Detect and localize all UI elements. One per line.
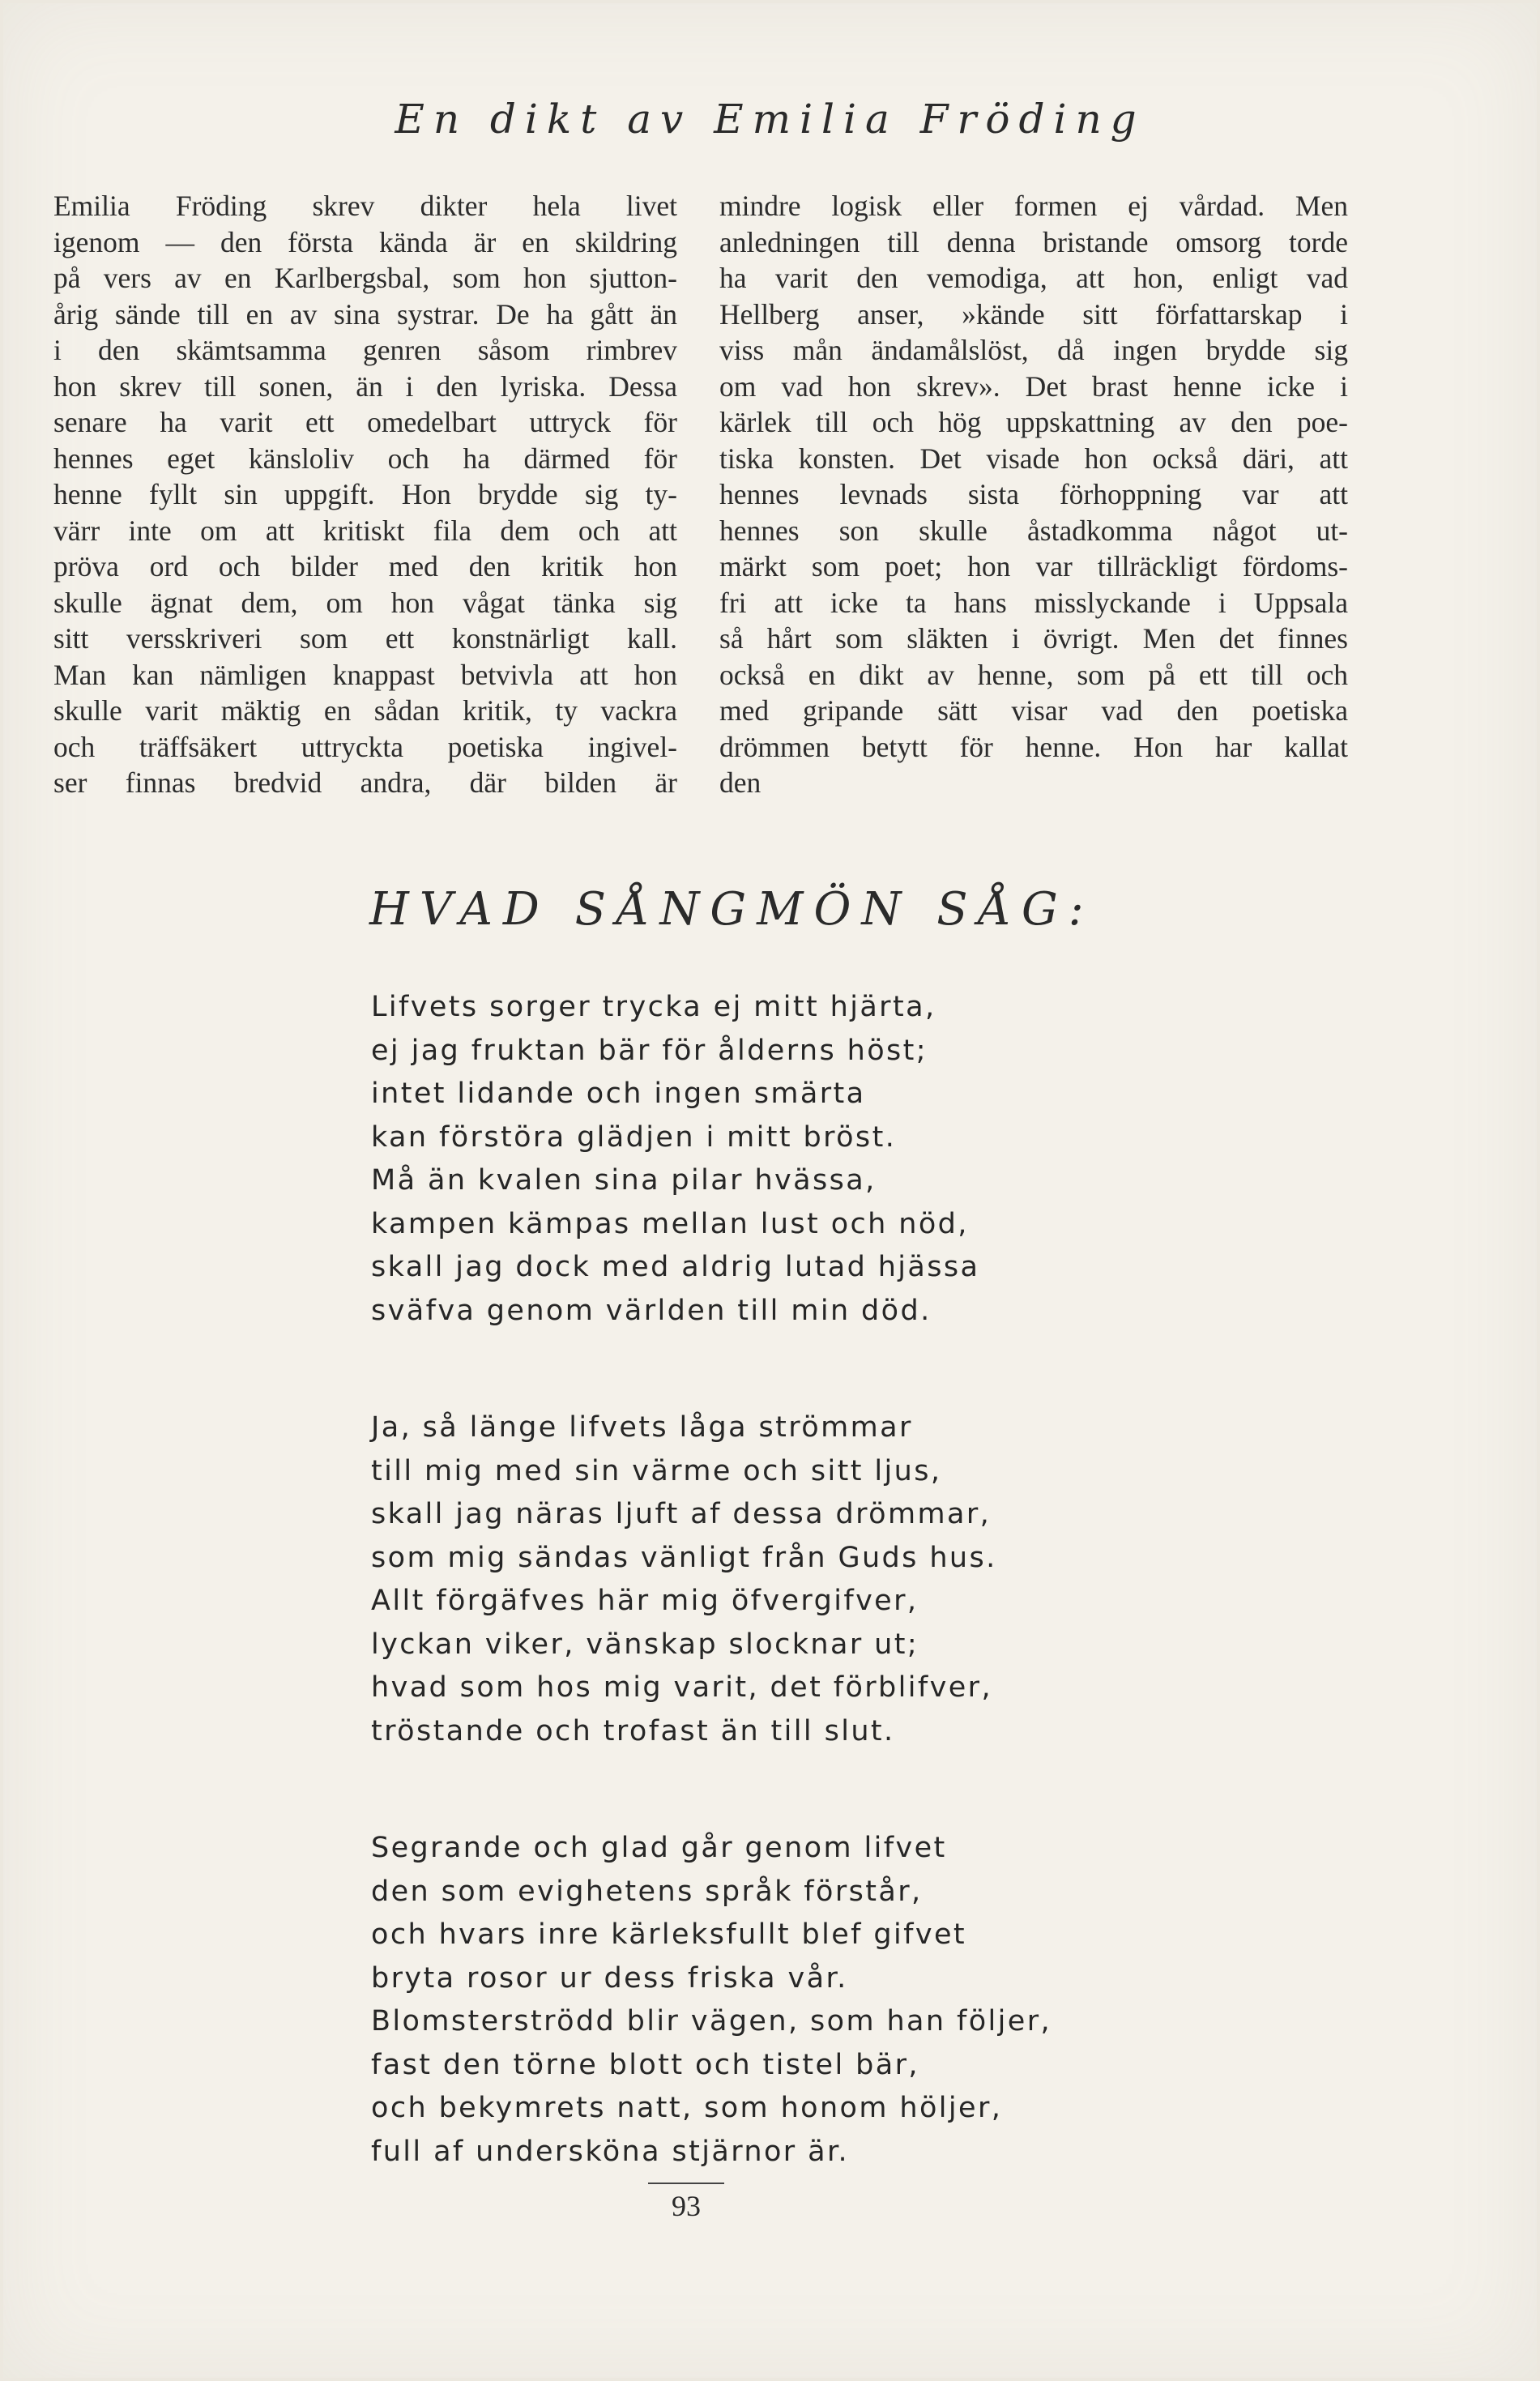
text-line: också en dikt av henne, som på ett till och	[719, 658, 1348, 691]
poem-stanza-2	[371, 1406, 1100, 1753]
text-line: ha varit den vemodiga, att hon, enligt vad	[719, 262, 1348, 294]
verse-line: tröstande och trofast än till slut.	[371, 1714, 895, 1747]
verse-line: fast den törne blott och tistel bär,	[371, 2048, 919, 2081]
text-line: fri att icke ta hans misslyckande i Uppsala	[719, 586, 1348, 619]
verse-line: bryta rosor ur dess friska vår.	[371, 1961, 848, 1995]
verse-line: som mig sändas vänligt från Guds hus.	[371, 1541, 997, 1574]
verse-line: hvad som hos mig varit, det förblifver,	[371, 1671, 992, 1704]
verse-line: ej jag fruktan bär för ålderns höst;	[371, 1034, 928, 1067]
text-line: skulle ägnat dem, om hon vågat tänka sig	[53, 586, 677, 619]
verse-line: Må än kvalen sina pilar hvässa,	[371, 1164, 877, 1197]
text-line: skulle varit mäktig en sådan kritik, ty vackra	[53, 694, 677, 727]
article-column-right	[719, 188, 1348, 801]
text-line: hennes levnads sista förhoppning var att	[719, 478, 1348, 510]
text-line: och träffsäkert uttryckta poetiska ingivel-	[53, 730, 677, 763]
verse-line: lyckan viker, vänskap slocknar ut;	[371, 1628, 919, 1661]
text-line: anledningen till denna bristande omsorg torde	[719, 225, 1348, 258]
verse-line: Allt förgäfves här mig öfvergifver,	[371, 1585, 919, 1617]
text-line: pröva ord och bilder med den kritik hon	[53, 550, 677, 582]
verse-line: skall jag dock med aldrig lutad hjässa	[371, 1251, 980, 1283]
text-line: senare ha varit ett omedelbart uttryck för	[53, 406, 677, 438]
text-line: henne fyllt sin uppgift. Hon brydde sig ty-	[53, 478, 677, 510]
poem-title: HVAD SÅNGMÖN SÅG:	[369, 883, 1094, 936]
text-line: hon skrev till sonen, än i den lyriska. Dessa	[53, 369, 677, 403]
text-line: kärlek till och hög uppskattning av den poe-	[719, 406, 1348, 438]
text-line: i den skämtsamma genren såsom rimbrev	[53, 334, 677, 366]
text-line: Hellberg anser, »kände sitt författarskap i	[719, 297, 1348, 331]
verse-line: och bekymrets natt, som honom höljer,	[371, 2092, 1003, 2124]
text-line: igenom — den första kända är en skildring	[53, 225, 677, 258]
page-number: 93	[672, 2190, 701, 2222]
text-line: hennes eget känsloliv och ha därmed för	[53, 442, 677, 475]
text-line: märkt som poet; hon var tillräckligt fördoms-	[719, 550, 1348, 582]
text-line: årig sände till en av sina systrar. De ha gått än	[53, 297, 677, 331]
text-line: värr inte om att kritiskt fila dem och att	[53, 514, 677, 547]
verse-line: Segrande och glad går genom lifvet	[371, 1832, 947, 1864]
article-column-left	[53, 188, 677, 801]
verse-line: skall jag näras ljuft af dessa drömmar,	[371, 1498, 992, 1530]
text-line: mindre logisk eller formen ej vårdad. Men	[719, 190, 1348, 222]
text-line: tiska konsten. Det visade hon också däri, att	[719, 442, 1348, 475]
text-line: ser finnas bredvid andra, där bilden är	[53, 766, 677, 799]
verse-line: kampen kämpas mellan lust och nöd,	[371, 1207, 969, 1240]
text-line: om vad hon skrev». Det brast henne icke i	[719, 369, 1348, 403]
verse-line: intet lidande och ingen smärta	[371, 1077, 866, 1110]
text-line: med gripande sätt visar vad den poetiska	[719, 694, 1348, 727]
text-line: den	[719, 766, 761, 799]
text-line: drömmen betytt för henne. Hon har kallat	[719, 730, 1348, 763]
text-line: Emilia Fröding skrev dikter hela livet	[53, 190, 677, 222]
text-line: Man kan nämligen knappast betvivla att hon	[53, 658, 677, 691]
verse-line: kan förstöra glädjen i mitt bröst.	[371, 1120, 897, 1154]
verse-line: den som evighetens språk förstår,	[371, 1875, 923, 1908]
verse-line: full af undersköna stjärnor är.	[371, 2135, 850, 2168]
poem-stanza-1	[371, 986, 1100, 1333]
article-heading: En dikt av Emilia Fröding	[395, 96, 1145, 143]
verse-line: till mig med sin värme och sitt ljus,	[371, 1454, 942, 1487]
verse-line: och hvars inre kärleksfullt blef gifvet	[371, 1918, 967, 1951]
verse-line: Lifvets sorger trycka ej mitt hjärta,	[371, 991, 936, 1023]
page-number-rule	[648, 2183, 724, 2184]
text-line: så hårt som släkten i övrigt. Men det finnes	[719, 622, 1348, 655]
poem-stanza-3	[371, 1827, 1100, 2174]
verse-line: Blomsterströdd blir vägen, som han följer,	[371, 2005, 1052, 2038]
verse-line: sväfva genom världen till min död.	[371, 1294, 932, 1327]
text-line: hennes son skulle åstadkomma något ut-	[719, 514, 1348, 547]
verse-line: Ja, så länge lifvets låga strömmar	[371, 1411, 913, 1444]
text-line: sitt versskriveri som ett konstnärligt kall.	[53, 622, 677, 655]
text-line: viss mån ändamålslöst, då ingen brydde sig	[719, 334, 1348, 366]
text-line: på vers av en Karlbergsbal, som hon sjutton-	[53, 262, 677, 294]
